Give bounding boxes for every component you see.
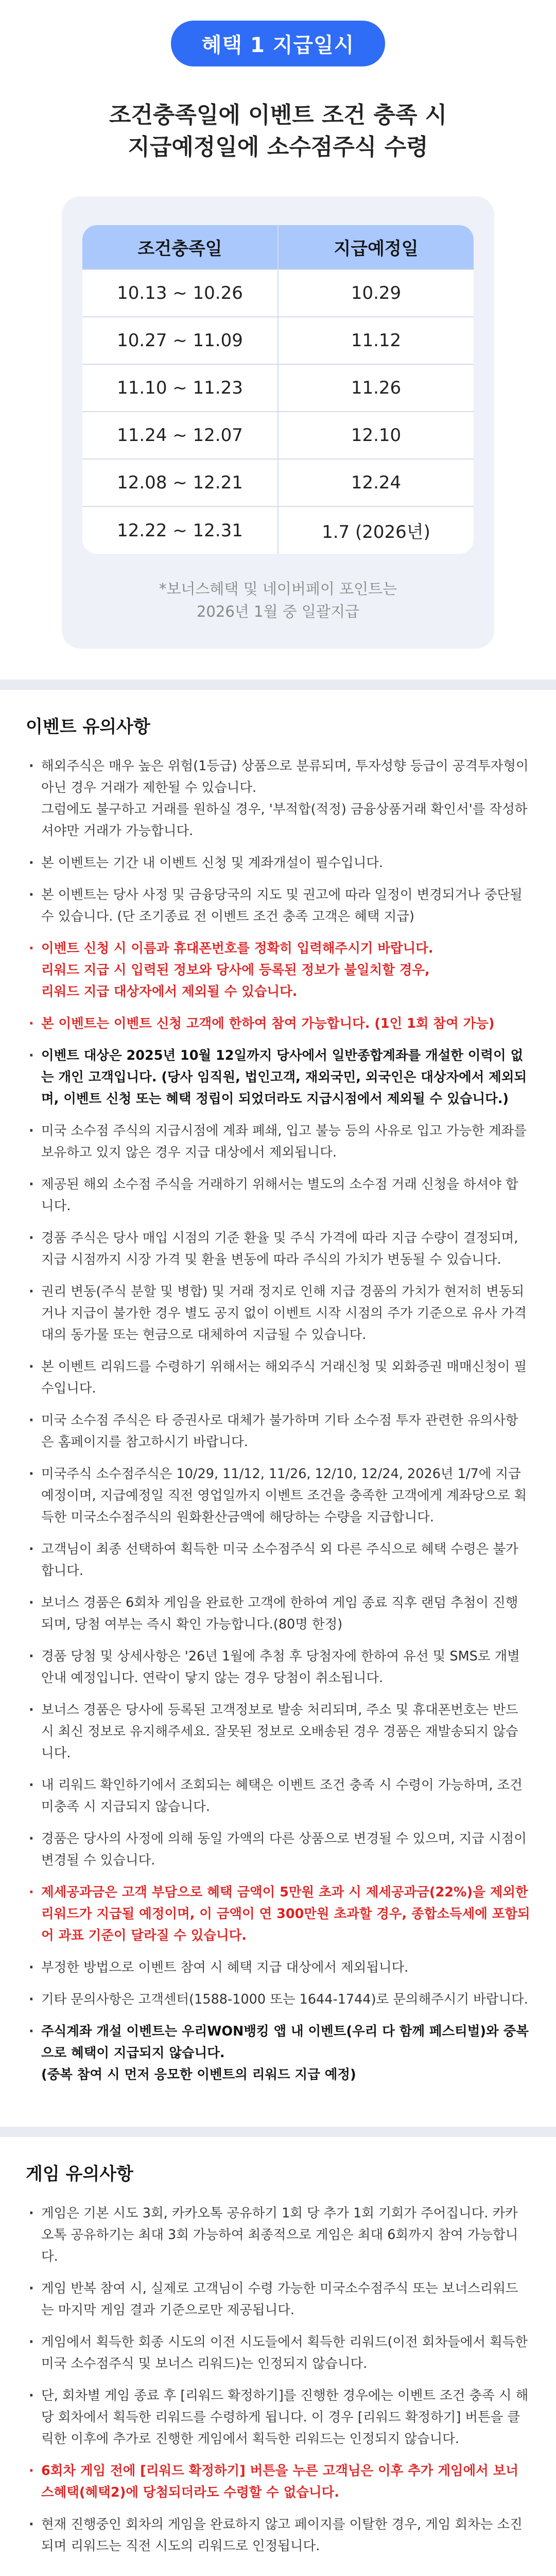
notice-item: · 주식계좌 개설 이벤트는 우리WON뱅킹 앱 내 이벤트(우리 다 함께 페스티벌)와 중복으로 혜택이 지급되지 않습니다. (중복 참여 시 먼저 응모한 이벤트의 리워드 지급 예정) xyxy=(26,2021,530,2086)
table-row xyxy=(82,269,474,317)
notice-item: · 본 이벤트는 이벤트 신청 고객에 한하여 참여 가능합니다. (1인 1회 참여 가능) xyxy=(26,1013,530,1035)
notice-item: · 경품 주식은 당사 매입 시점의 기준 환율 및 주식 가격에 따라 지급 수량이 결정되며, 지급 시점까지 시장 가격 및 환율 변동에 따라 주식의 가치가 변동될 수 있습니다. xyxy=(26,1227,530,1270)
notice-item: · 이벤트 대상은 2025년 10월 12일까지 당사에서 일반종합계좌를 개설한 이력이 없는 개인 고객입니다. (당사 임직원, 법인고객, 재외국민, 외국인은 대상자에서 제외되며, 이벤트 신청 또는 혜택 정립이 되었더라도 지급시점에서 제외될 수 있습니다.) xyxy=(26,1045,530,1110)
notice-item: · 경품 당첨 및 상세사항은 '26년 1월에 추첨 후 당첨자에 한하여 유선 및 SMS로 개별 안내 예정입니다. 연락이 닿지 않는 경우 당첨이 취소됩니다. xyxy=(26,1646,530,1689)
section-divider xyxy=(0,680,556,690)
notice-item: · 보너스 경품은 당사에 등록된 고객정보로 발송 처리되며, 주소 및 휴대폰번호는 반드시 최신 정보로 유지해주세요. 잘못된 정보로 오배송된 경우 경품은 재발송되지 않습니다. xyxy=(26,1699,530,1764)
event-notice-title: 이벤트 유의사항 xyxy=(26,717,150,737)
payment-date-cell: 10.29 xyxy=(278,269,474,317)
table-row xyxy=(82,506,474,554)
notice-item: · 기타 문의사항은 고객센터(1588-1000 또는 1644-1744)로 문의해주시기 바랍니다. xyxy=(26,1989,530,2010)
payment-date-cell: 1.7 (2026년) xyxy=(278,506,474,554)
section-divider xyxy=(0,2127,556,2137)
payment-note xyxy=(62,578,494,623)
notice-item: · 경품은 당사의 사정에 의해 동일 가액의 다른 상품으로 변경될 수 있으며, 지급 시점이 변경될 수 있습니다. xyxy=(26,1828,530,1871)
notice-item: · 내 리워드 확인하기에서 조회되는 혜택은 이벤트 조건 충족 시 수령이 가능하며, 조건 미충족 시 지급되지 않습니다. xyxy=(26,1774,530,1818)
table-row xyxy=(82,317,474,364)
notice-item: · 본 이벤트 리워드를 수령하기 위해서는 해외주식 거래신청 및 외화증권 매매신청이 필수입니다. xyxy=(26,1356,530,1399)
notice-item: · 단, 회차별 게임 종료 후 [리워드 확정하기]를 진행한 경우에는 이벤트 조건 충족 시 해당 회차에서 획득한 리워드를 수령하게 됩니다. 이 경우 [리워드 확정하기] 버튼을 클릭한 이후에 추가로 진행한 게임에서 획득한 리워드는 인정되지 않습니다. xyxy=(26,2385,530,2450)
benefit-heading-line-2: 지급예정일에 소수점주식 수령 xyxy=(128,134,428,160)
condition-date-cell: 10.27 ~ 11.09 xyxy=(82,317,278,364)
table-row xyxy=(82,459,474,506)
game-notice-section xyxy=(0,2137,556,2576)
notice-item: · 본 이벤트는 기간 내 이벤트 신청 및 계좌개설이 필수입니다. xyxy=(26,852,530,874)
event-notice-section xyxy=(0,690,556,2127)
header-payment-date: 지급예정일 xyxy=(278,225,474,269)
condition-date-cell: 11.10 ~ 11.23 xyxy=(82,364,278,412)
notice-item: · 제공된 해외 소수점 주식을 거래하기 위해서는 별도의 소수점 거래 신청을 하셔야 합니다. xyxy=(26,1174,530,1217)
notice-item: · 게임에서 획득한 회종 시도의 이전 시도들에서 획득한 리워드(이전 회차들에서 획득한 미국 소수점주식 및 보너스 리워드)는 인정되지 않습니다. xyxy=(26,2331,530,2375)
schedule-header-row xyxy=(82,225,474,269)
table-row xyxy=(82,364,474,412)
notice-item: · 미국주식 소수점주식은 10/29, 11/12, 11/26, 12/10, 12/24, 2026년 1/7에 지급 예정이며, 지급예정일 직전 영업일까지 이벤트 조건을 충족한 고객에게 계좌당으로 획득한 미국소수점주식의 원화환산금액에 해당하는 수량을 지급합니다. xyxy=(26,1463,530,1528)
game-notice-list xyxy=(26,2202,530,2557)
notice-item: · 해외주식은 매우 높은 위험(1등급) 상품으로 분류되며, 투자성향 등급이 공격투자형이 아닌 경우 거래가 제한될 수 있습니다. 그럼에도 불구하고 거래를 원하실 경우, '부적합(적정) 금융상품거래 확인서'를 작성하셔야만 거래가 가능합니다. xyxy=(26,755,530,842)
payment-date-cell: 12.10 xyxy=(278,412,474,459)
game-notice-title: 게임 유의사항 xyxy=(26,2164,133,2184)
schedule-table xyxy=(82,225,474,554)
event-notice-list xyxy=(26,755,530,2086)
notice-item: · 미국 소수점 주식은 타 증권사로 대체가 불가하며 기타 소수점 투자 관련한 유의사항은 홈페이지를 참고하시기 바랍니다. xyxy=(26,1410,530,1453)
payment-date-cell: 11.12 xyxy=(278,317,474,364)
condition-date-cell: 11.24 ~ 12.07 xyxy=(82,412,278,459)
payment-note-line-1: *보너스혜택 및 네이버페이 포인트는 xyxy=(159,580,397,598)
schedule-card xyxy=(62,196,494,649)
header-condition-date: 조건충족일 xyxy=(82,225,278,269)
condition-date-cell: 10.13 ~ 10.26 xyxy=(82,269,278,317)
benefit-badge: 혜택 1 지급일시 xyxy=(171,21,386,66)
notice-item: · 이벤트 신청 시 이름과 휴대폰번호를 정확히 입력해주시기 바랍니다. 리워드 지급 시 입력된 정보와 당사에 등록된 정보가 불일치할 경우, 리워드 지급 대상자에서 제외될 수 있습니다. xyxy=(26,938,530,1003)
condition-date-cell: 12.08 ~ 12.21 xyxy=(82,459,278,506)
payment-date-cell: 11.26 xyxy=(278,364,474,412)
condition-date-cell: 12.22 ~ 12.31 xyxy=(82,506,278,554)
notice-item: · 6회차 게임 전에 [리워드 확정하기] 버튼을 누른 고객님은 이후 추가 게임에서 보너스혜택(혜택2)에 당첨되더라도 수령할 수 없습니다. xyxy=(26,2460,530,2503)
notice-item: · 미국 소수점 주식의 지급시점에 계좌 폐쇄, 입고 불능 등의 사유로 입고 가능한 계좌를 보유하고 있지 않은 경우 지급 대상에서 제외됩니다. xyxy=(26,1120,530,1163)
notice-item: · 제세공과금은 고객 부담으로 혜택 금액이 5만원 초과 시 제세공과금(22%)을 제외한 리워드가 지급될 예정이며, 이 금액이 연 300만원 초과할 경우, 종합소득세에 포함되어 과표 기준이 달라질 수 있습니다. xyxy=(26,1882,530,1946)
notice-item: · 고객님이 최종 선택하여 획득한 미국 소수점주식 외 다른 주식으로 혜택 수령은 불가합니다. xyxy=(26,1538,530,1582)
payment-note-line-2: 2026년 1월 중 일괄지급 xyxy=(196,603,359,620)
notice-item: · 게임은 기본 시도 3회, 카카오톡 공유하기 1회 당 추가 1회 기회가 주어집니다. 카카오톡 공유하기는 최대 3회 가능하여 최종적으로 게임은 최대 6회까지 참여 가능합니다. xyxy=(26,2202,530,2267)
notice-item: · 본 이벤트는 당사 사정 및 금융당국의 지도 및 권고에 따라 일정이 변경되거나 중단될 수 있습니다. (단 조기종료 전 이벤트 조건 충족 고객은 혜택 지급) xyxy=(26,884,530,927)
notice-item: · 보너스 경품은 6회차 게임을 완료한 고객에 한하여 게임 종료 직후 랜덤 추첨이 진행되며, 당첨 여부는 즉시 확인 가능합니다.(80명 한정) xyxy=(26,1592,530,1635)
notice-item: · 현재 진행중인 회차의 게임을 완료하지 않고 페이지를 이탈한 경우, 게임 회차는 소진되며 리워드는 직전 시도의 리워드로 인정됩니다. xyxy=(26,2514,530,2557)
notice-item: · 권리 변동(주식 분할 및 병합) 및 거래 정지로 인해 지급 경품의 가치가 현저히 변동되거나 지급이 불가한 경우 별도 공지 없이 이벤트 시작 시점의 주가 기준으로 유사 가격대의 동가물 또는 현금으로 대체하여 지급될 수 있습니다. xyxy=(26,1281,530,1346)
table-row xyxy=(82,412,474,459)
payment-date-cell: 12.24 xyxy=(278,459,474,506)
benefit-heading-line-1: 조건충족일에 이벤트 조건 충족 시 xyxy=(109,102,447,128)
benefit-section xyxy=(0,0,556,680)
notice-item: · 게임 반복 참여 시, 실제로 고객님이 수령 가능한 미국소수점주식 또는 보너스리워드는 마지막 게임 결과 기준으로만 제공됩니다. xyxy=(26,2278,530,2321)
notice-item: · 부정한 방법으로 이벤트 참여 시 혜택 지급 대상에서 제외됩니다. xyxy=(26,1957,530,1978)
